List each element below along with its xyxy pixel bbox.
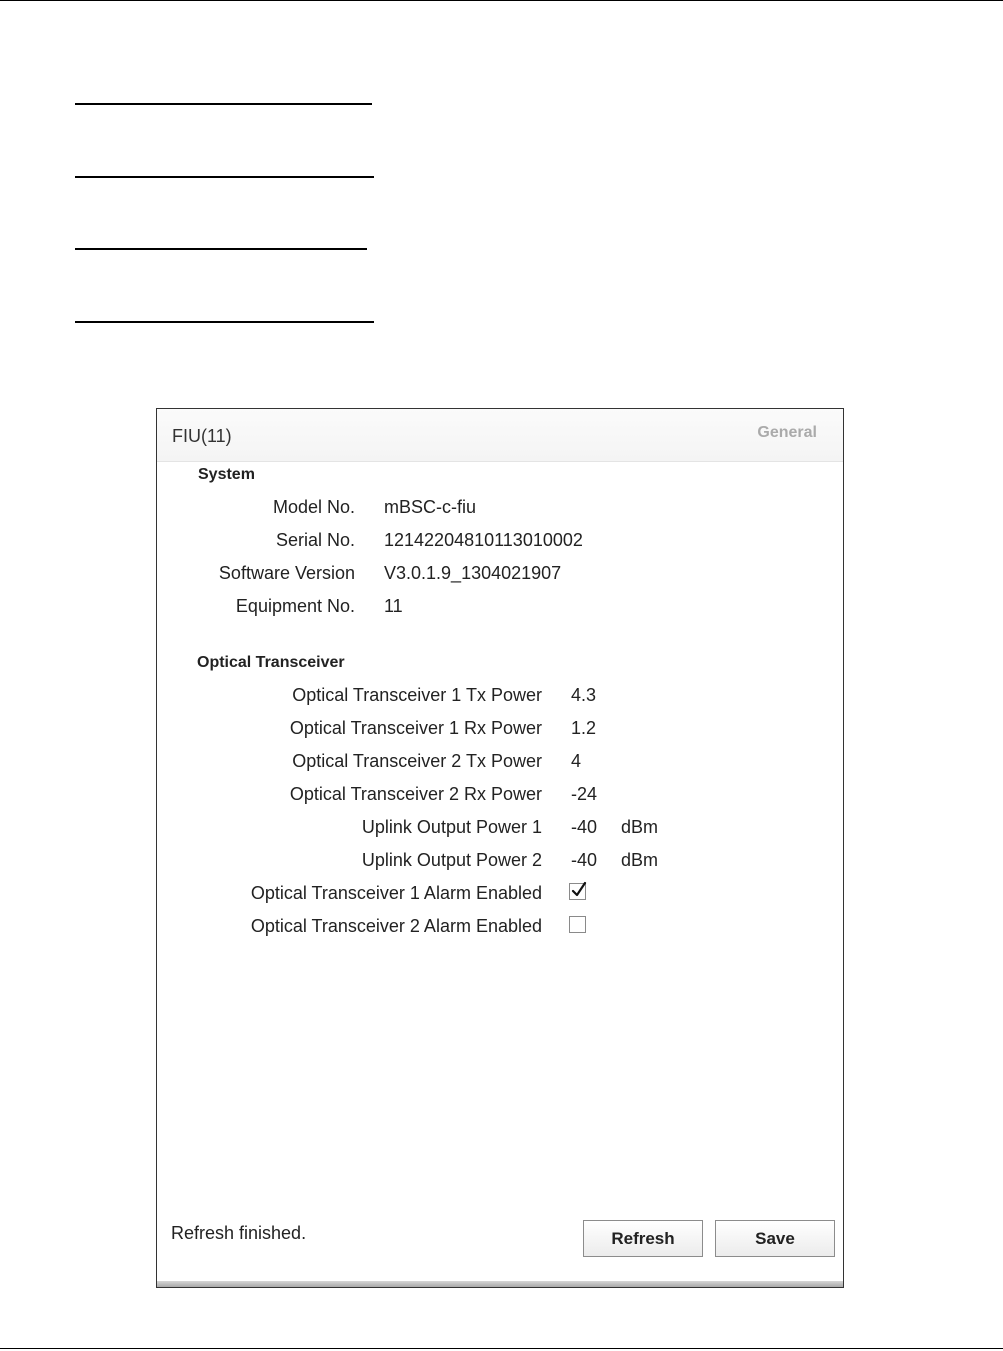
- tx2-power-label: Optical Transceiver 2 Tx Power: [292, 751, 542, 771]
- panel-header: [157, 409, 843, 462]
- software-version-label: Software Version: [218, 563, 355, 583]
- tx2-power-value: 4: [571, 751, 582, 771]
- section-title-optical-transceiver: Optical Transceiver: [197, 654, 345, 671]
- uplink-output-power-1-label: Uplink Output Power 1: [361, 817, 542, 837]
- section-title-system: System: [198, 466, 255, 483]
- rx1-power-value: 1.2: [571, 718, 597, 738]
- serial-no-label: Serial No.: [275, 530, 355, 550]
- page-bottom-rule: [0, 1348, 1003, 1349]
- alarm2-enabled-label: Optical Transceiver 2 Alarm Enabled: [250, 916, 542, 936]
- serial-no-value: 12142204810113010002: [384, 530, 583, 550]
- blank-line-3: [75, 248, 367, 250]
- rx1-power-label: Optical Transceiver 1 Rx Power: [289, 718, 542, 738]
- refresh-button[interactable]: Refresh: [583, 1220, 703, 1257]
- uplink-output-power-2-unit: dBm: [621, 850, 659, 870]
- tab-general[interactable]: General: [757, 424, 817, 441]
- uplink-output-power-2-label: Uplink Output Power 2: [361, 850, 542, 870]
- tx1-power-label: Optical Transceiver 1 Tx Power: [292, 685, 542, 705]
- save-button[interactable]: Save: [715, 1220, 835, 1257]
- equipment-no-label: Equipment No.: [235, 596, 355, 616]
- checkmark-icon: [570, 881, 588, 899]
- blank-line-4: [75, 321, 374, 323]
- status-message: Refresh finished.: [171, 1223, 307, 1243]
- fiu-settings-panel: [156, 408, 844, 1288]
- page-top-rule: [0, 0, 1003, 1]
- software-version-value: V3.0.1.9_1304021907: [384, 563, 562, 583]
- model-no-value: mBSC-c-fiu: [384, 497, 477, 517]
- alarm2-enabled-checkbox[interactable]: [569, 916, 586, 933]
- rx2-power-label: Optical Transceiver 2 Rx Power: [289, 784, 542, 804]
- equipment-no-value: 11: [384, 596, 403, 616]
- alarm1-enabled-checkbox[interactable]: [569, 883, 586, 900]
- blank-line-1: [75, 103, 372, 105]
- alarm1-enabled-label: Optical Transceiver 1 Alarm Enabled: [250, 883, 542, 903]
- blank-line-2: [75, 176, 374, 178]
- tx1-power-value: 4.3: [571, 685, 597, 705]
- rx2-power-value: -24: [571, 784, 598, 804]
- panel-bottom-bar: [157, 1281, 843, 1287]
- model-no-label: Model No.: [272, 497, 355, 517]
- uplink-output-power-2-value: -40: [571, 850, 598, 870]
- panel-title: FIU(11): [172, 426, 232, 446]
- uplink-output-power-1-value: -40: [571, 817, 598, 837]
- uplink-output-power-1-unit: dBm: [621, 817, 659, 837]
